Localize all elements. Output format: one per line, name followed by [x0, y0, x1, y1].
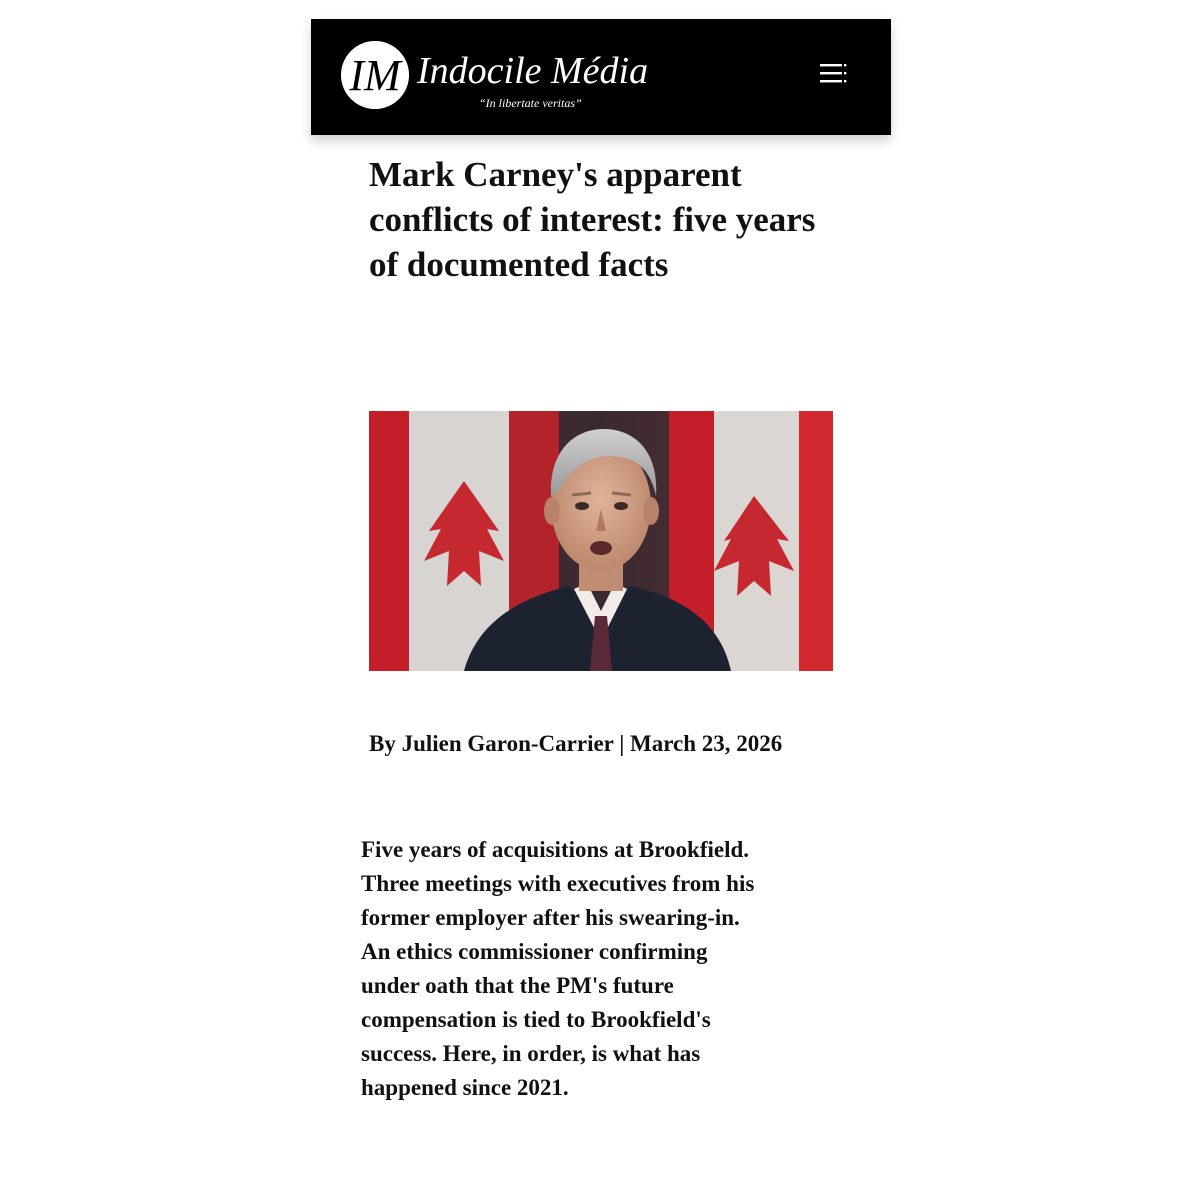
brand-tagline: “In libertate veritas” [479, 96, 582, 110]
site-header [311, 19, 891, 135]
article-headline: Mark Carney's apparent conflicts of interest: five years of documented facts [369, 155, 816, 284]
lede-line: former employer after his swearing-in. [361, 905, 740, 930]
byline-author[interactable]: By Julien Garon-Carrier [369, 731, 614, 756]
byline-date: March 23, 2026 [630, 731, 783, 756]
article-lede [361, 833, 821, 1105]
logo-icon[interactable] [341, 41, 409, 109]
article-byline [369, 729, 782, 759]
lede-line: An ethics commissioner confirming [361, 939, 708, 964]
hamburger-menu-icon [816, 59, 852, 89]
lede-line: under oath that the PM's future [361, 973, 674, 998]
byline-separator: | [619, 731, 625, 756]
menu-button[interactable] [816, 59, 852, 89]
lede-line: compensation is tied to Brookfield's [361, 1007, 711, 1032]
logo-monogram: IM [349, 51, 401, 100]
lede-line: Three meetings with executives from his [361, 871, 755, 896]
brand-name[interactable]: Indocile Média [417, 50, 649, 92]
hero-image [369, 411, 833, 671]
lede-line: happened since 2021. [361, 1075, 569, 1100]
lede-line: success. Here, in order, is what has [361, 1041, 701, 1066]
lede-line: Five years of acquisitions at Brookfield. [361, 837, 750, 862]
